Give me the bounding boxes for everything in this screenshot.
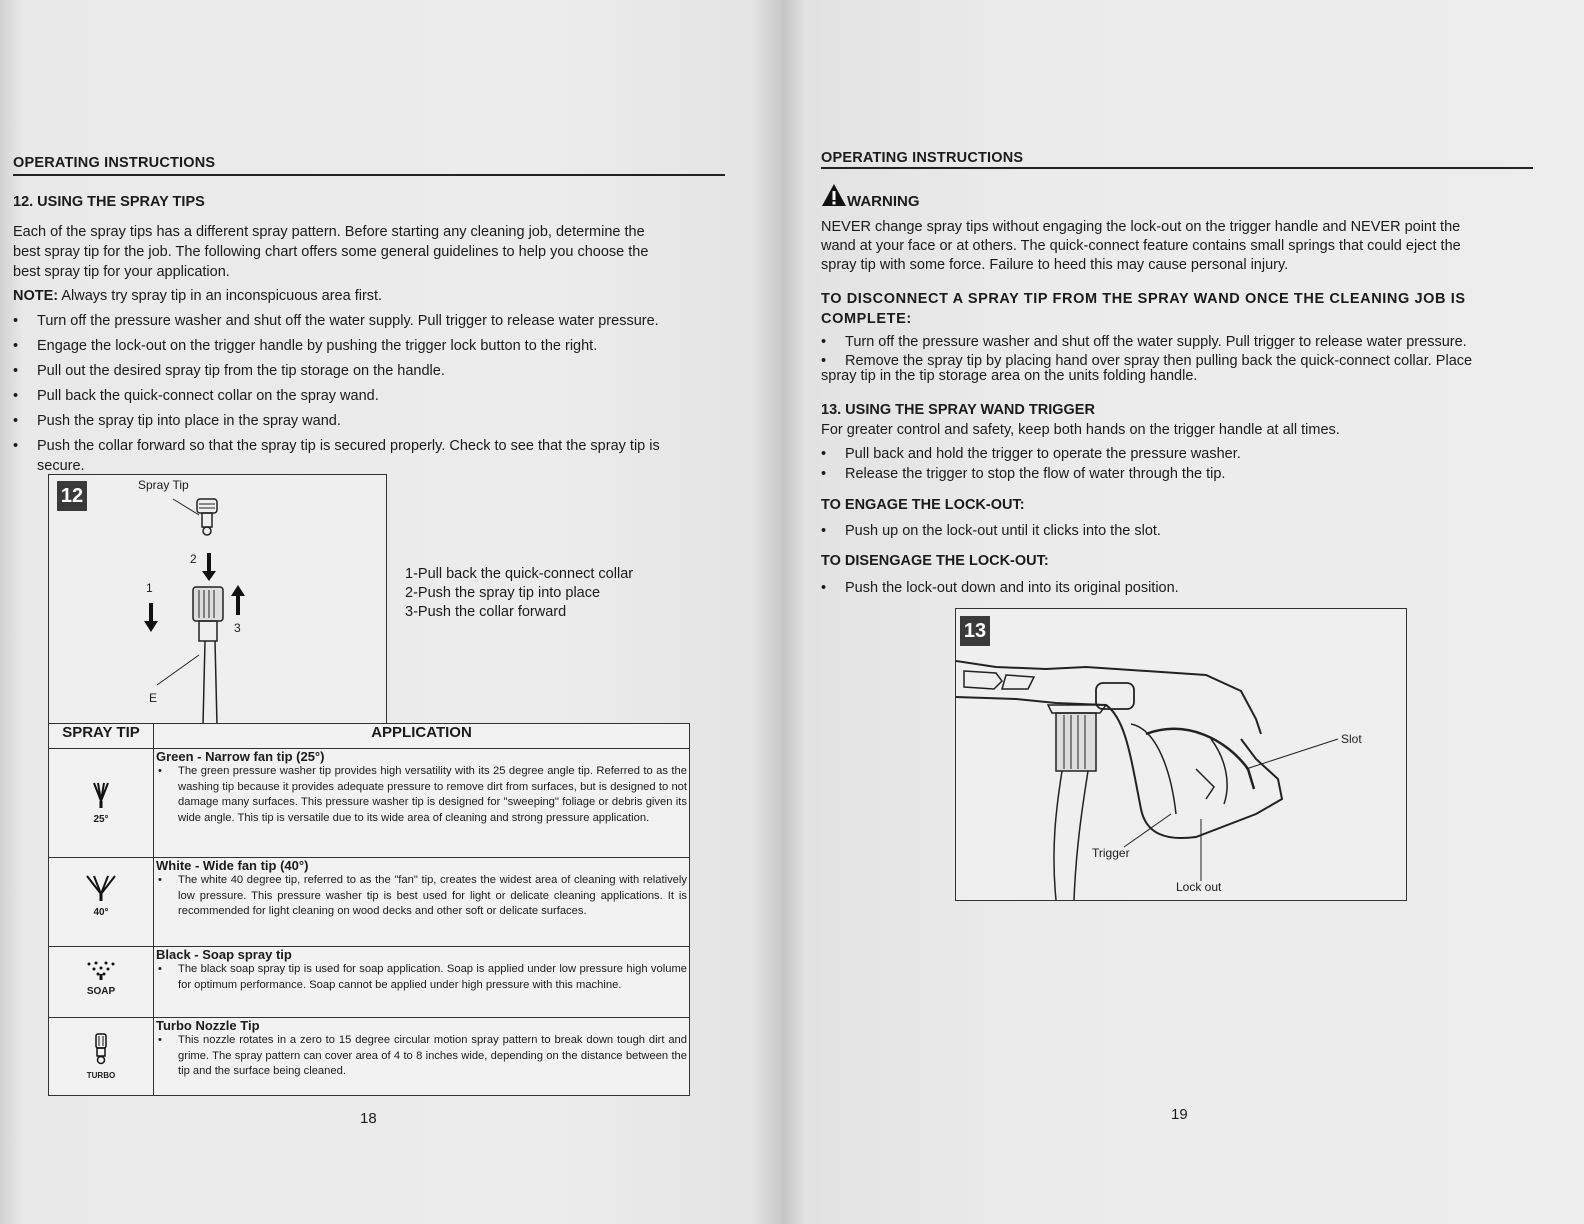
page-number: 19	[1171, 1106, 1188, 1123]
figure-badge: 12	[57, 481, 87, 511]
figure-12	[48, 474, 387, 726]
table-row	[49, 1018, 690, 1096]
table-row	[49, 947, 690, 1018]
tip-icon-label: 25°	[93, 814, 109, 825]
trigger-intro: For greater control and safety, keep both hands on the trigger handle at all times.	[821, 422, 1340, 438]
note-label: NOTE:	[13, 288, 59, 304]
note-text: Always try spray tip in an inconspicuous area first.	[58, 288, 383, 304]
tip-name: Turbo Nozzle Tip	[156, 1018, 260, 1033]
narrow-fan-tip-icon	[86, 779, 116, 809]
tip-icon-cell	[49, 1018, 154, 1096]
engage-title: TO ENGAGE THE LOCK-OUT:	[821, 497, 1025, 513]
tip-icon-cell	[49, 858, 154, 947]
table-row	[49, 858, 690, 947]
tip-icon-label: 40°	[93, 907, 109, 918]
tip-icon-cell	[49, 749, 154, 858]
tip-description: • The green pressure washer tip provides high versatility with its 25 degree angle tip. Referred to as the washing tip because it provides adequate pressure to remove dirt from surfaces, but is designed to not damage many surfaces. This pressure washer tip is designed for "sweeping" foliage or debris given its wide angle. This tip is versatile due to its wide area of cleaning and strong pressure application.	[154, 764, 689, 826]
column-header-spray-tip: SPRAY TIP	[49, 724, 154, 749]
tip-description: • The black soap spray tip is used for soap application. Soap is applied under low pressure high volume for optimum performance. Soap cannot be applied under high pressure with this machine.	[154, 962, 689, 993]
section-title: 13. USING THE SPRAY WAND TRIGGER	[821, 402, 1095, 418]
step-1-label: 1	[146, 581, 153, 595]
warning-label: WARNING	[847, 193, 920, 210]
lockout-label: Lock out	[1176, 880, 1222, 894]
tip-application-cell	[154, 858, 690, 947]
disconnect-title-line: COMPLETE:	[821, 311, 912, 327]
page-number: 18	[360, 1110, 377, 1127]
intro-line: best spray tip for the job. The following chart offers some general guidelines to help you choose the	[13, 244, 649, 260]
section-title: 12. USING THE SPRAY TIPS	[13, 194, 205, 210]
disengage-title: TO DISENGAGE THE LOCK-OUT:	[821, 553, 1049, 569]
tip-description: • This nozzle rotates in a zero to 15 degree circular motion spray pattern to break down tough dirt and grime. The spray pattern can cover area of 4 to 8 inches wide, depending on the distance between the tip and the surface being cleaned.	[154, 1033, 689, 1080]
left-page: OPERATING INSTRUCTIONS 12. USING THE SPRAY TIPS Each of the spray tips has a different spray pattern. Before starting any cleaning job, determine the best spray tip for the job. The following chart offers some general guidelines to help you choose the best spray tip for your application. NOTE: Always try spray tip in an inconspicuous area first. • Turn off the pressure washer and shut off the water supply. Pull trigger to release water pressure. • Engage the lock-out on the trigger handle by pushing the trigger lock button to the right. • Pull out the desired spray tip from the tip storage on the handle. • Pull back the quick-connect collar on the spray wand. • Push the spray tip into place in the spray wand. • Push the collar forward so that the spray tip is secured properly. Check to see that the spray tip is secure. 12 Spray Tip 2 1 3 E 1-Pull back the quick-connect collar 2-Push the spray tip into place 3-Push the collar forward SPRAY TIP APPLICATION 25° Green - Narrow fan tip (25°) • The green pressure washer tip provides high versatility with its 25 degree angle tip. Referred to as the washing tip because it provides adequate pressure to remove dirt from surfaces, but is designed to not damage many surfaces. This pressure washer tip is designed for "sweeping" foliage or debris given its wide angle. This tip is versatile due to its wide area of cleaning and strong pressure application. 40° White - Wide fan tip (40°) • The white 40 degree tip, referred to as the "fan" tip, creates the widest area of cleaning with relatively low pressure. This pressure washer tip is best used for light or delicate cleaning applications. It is recommended for light cleaning on wood decks and other soft or delicate surfaces. SOAP Black - Soap spray tip • The black soap spray tip is used for soap application. Soap is applied under low pressure high volume for optimum performance. Soap cannot be applied under high pressure with this machine. TURBO Turbo Nozzle Tip • This nozzle rotates in a zero to 15 degree circular motion spray pattern to break down tough dirt and grime. The spray pattern can cover area of 4 to 8 inches wide, depending on the distance between the tip and the surface being cleaned. 18	[0, 0, 782, 1224]
warning-icon	[821, 183, 847, 207]
wide-fan-tip-icon	[84, 872, 118, 902]
figure-13	[955, 608, 1407, 901]
list-item-continuation: secure.	[37, 458, 85, 474]
turbo-nozzle-icon	[91, 1032, 111, 1066]
trigger-handle-diagram	[956, 609, 1406, 900]
tip-icon-cell	[49, 947, 154, 1018]
table-row	[49, 749, 690, 858]
disconnect-title	[821, 289, 1541, 329]
warning-text	[821, 218, 1533, 275]
disconnect-title-line: TO DISCONNECT A SPRAY TIP FROM THE SPRAY WAND ONCE THE CLEANING JOB IS	[821, 291, 1466, 307]
spray-tip-label: Spray Tip	[138, 478, 189, 492]
page-header: OPERATING INSTRUCTIONS	[821, 150, 1024, 166]
figure-12-steps	[405, 565, 633, 622]
note	[13, 286, 382, 306]
slot-label: Slot	[1341, 732, 1362, 746]
spray-tip-table	[48, 723, 690, 1096]
header-rule	[13, 174, 725, 176]
header-rule	[821, 167, 1533, 169]
warning-line: NEVER change spray tips without engaging the lock-out on the trigger handle and NEVER point the	[821, 219, 1461, 235]
spray-tip-diagram	[49, 475, 386, 725]
warning-line: wand at your face or at others. The quick-connect feature contains small springs that could eject the	[821, 238, 1461, 254]
e-label: E	[149, 691, 158, 705]
figure-badge: 13	[960, 616, 990, 646]
table-header-row	[49, 724, 690, 749]
tip-application-cell	[154, 947, 690, 1018]
intro-line: best spray tip for your application.	[13, 264, 230, 280]
tip-name: White - Wide fan tip (40°)	[156, 858, 309, 873]
warning-line: spray tip with some force. Failure to heed this may cause personal injury.	[821, 257, 1289, 273]
tip-icon-label: SOAP	[86, 986, 116, 997]
tip-description: • The white 40 degree tip, referred to as the "fan" tip, creates the widest area of cleaning with relatively low pressure. This pressure washer tip is best used for light or delicate cleaning applications. It is recommended for light cleaning on wood decks and other soft or delicate surfaces.	[154, 873, 689, 920]
step-text: 3-Push the collar forward	[405, 604, 567, 620]
intro-line: Each of the spray tips has a different spray pattern. Before starting any cleaning job, determine the	[13, 224, 645, 240]
step-3-label: 3	[234, 621, 241, 635]
step-2-label: 2	[190, 552, 197, 566]
tip-application-cell	[154, 749, 690, 858]
tip-application-cell	[154, 1018, 690, 1096]
trigger-label: Trigger	[1092, 846, 1130, 860]
intro-paragraph	[13, 222, 723, 282]
tip-name: Green - Narrow fan tip (25°)	[156, 749, 325, 764]
page-header: OPERATING INSTRUCTIONS	[13, 155, 216, 171]
right-page: OPERATING INSTRUCTIONS WARNING NEVER change spray tips without engaging the lock-out on the trigger handle and NEVER point the wand at your face or at others. The quick-connect feature contains small springs that could eject the spray tip with some force. Failure to heed this may cause personal injury. TO DISCONNECT A SPRAY TIP FROM THE SPRAY WAND ONCE THE CLEANING JOB IS COMPLETE: • Turn off the pressure washer and shut off the water supply. Pull trigger to release water pressure. • Remove the spray tip by placing hand over spray then pulling back the quick-connect collar. Place spray tip in the tip storage area on the units folding handle. 13. USING THE SPRAY WAND TRIGGER For greater control and safety, keep both hands on the trigger handle at all times. • Pull back and hold the trigger to operate the pressure washer. • Release the trigger to stop the flow of water through the tip. TO ENGAGE THE LOCK-OUT: • Push up on the lock-out until it clicks into the slot. TO DISENGAGE THE LOCK-OUT: • Push the lock-out down and into its original position. 13 Slot Trigger Lock out 19	[782, 0, 1584, 1224]
step-text: 2-Push the spray tip into place	[405, 585, 601, 601]
tip-icon-label: TURBO	[86, 1071, 116, 1080]
column-header-application: APPLICATION	[154, 724, 690, 749]
tip-name: Black - Soap spray tip	[156, 947, 292, 962]
list-item-continuation: spray tip in the tip storage area on the units folding handle.	[821, 368, 1198, 384]
soap-tip-icon	[84, 959, 118, 981]
step-text: 1-Pull back the quick-connect collar	[405, 566, 634, 582]
